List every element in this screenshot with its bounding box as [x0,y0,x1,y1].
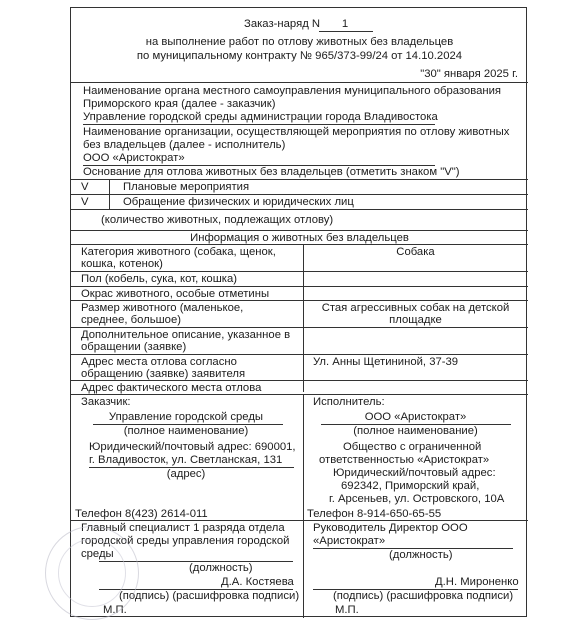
executor-sign-title: Исполнитель: [313,396,385,408]
order-subtitle: на выполнение работ по отлову животных без владельцев [145,36,454,48]
executor-signer-caption: (подпись) (расшифровка подписи) [333,590,514,602]
executor-address-cont: г. Арсеньев, ул. Островского, 10А [329,493,505,505]
executor-label-cont: без владельцев (далее - исполнитель) [83,139,286,151]
basis-mark-appeal: V [81,196,89,208]
row-extra-label: Дополнительное описание, указанное в [81,329,291,341]
row-address-label-cont: обращению (заявке) заявителя [81,368,246,380]
customer-full-name: Управление городской среды [108,411,264,423]
row-address-value: Ул. Анны Щетининой, 37-39 [313,356,459,368]
row-size-label: Размер животного (маленькое, [81,302,244,314]
row-sex-label: Пол (кобель, сука, кот, кошка) [81,273,238,285]
work-order-document [70,7,527,617]
customer-address-caption: (адрес) [166,468,206,480]
executor-stamp-place: М.П. [335,604,359,616]
customer-position-cont2: среды [81,548,114,560]
customer-sign-title: Заказчик: [81,396,131,408]
customer-value: Управление городской среды администрации города Владивостока [83,111,438,123]
row-category-label-cont: кошка, котенок) [81,258,163,270]
order-number: 1 [341,18,349,30]
customer-label: Наименование органа местного самоуправления муниципального образования [83,85,502,97]
row-actual-address-label: Адрес фактического места отлова [81,382,262,394]
customer-address: Юридический/почтовый адрес: 690001, [89,441,296,453]
executor-label: Наименование организации, осуществляющей мероприятия по отлову животных [83,126,510,138]
order-title: Заказ-наряд N [244,18,321,30]
basis-mark-planned: V [81,181,89,193]
order-date: "30" января 2025 г. [420,68,518,80]
row-extra-label-cont: обращении (заявке) [81,341,187,353]
customer-position: Главный специалист 1 разряда отдела [81,522,285,534]
executor-position-caption: (должность) [389,549,453,561]
customer-name-caption: (полное наименование) [123,425,249,437]
basis-option-appeal: Обращение физических и юридических лиц [123,196,354,208]
count-label: (количество животных, подлежащих отлову) [101,214,334,226]
customer-signer-caption: (подпись) (расшифровка подписи) [119,590,300,602]
executor-position-cont: «Аристократ» [313,535,386,547]
executor-full-name: ООО «Аристократ» [364,411,467,423]
row-category-label: Категория животного (собака, щенок, [81,246,276,258]
row-size-label-cont: среднее, большое) [81,314,182,326]
basis-option-planned: Плановые мероприятия [123,181,250,193]
customer-stamp-place: М.П. [103,604,127,616]
executor-org-full: Общество с ограниченной [343,441,482,453]
executor-name-caption: (полное наименование) [353,425,478,437]
row-color-label: Окрас животного, особые отметины [81,288,270,300]
contract-line: по муниципальному контракту № 965/373-99/24 от 14.10.2024 [136,50,463,62]
row-category-value: Собака [396,246,435,258]
info-heading: Информация о животных без владельцев [190,232,409,244]
executor-org-full-cont: ответственностью «Аристократ» [319,454,490,466]
row-size-value-cont: площадке [389,314,442,326]
executor-signer: Д.Н. Мироненко [435,576,519,588]
executor-address-label: Юридический/почтовый адрес: [333,467,496,479]
executor-address: 692342, Приморский край, [341,480,480,492]
basis-label: Основание для отлова животных без владельцев (отметить знаком "V") [83,166,460,178]
customer-signer: Д.А. Костяева [221,576,294,588]
customer-position-caption: (должность) [189,562,253,574]
customer-label-cont: Приморского края (далее - заказчик) [83,98,276,110]
row-size-value: Стая агрессивных собак на детской [321,302,510,314]
customer-address-cont: г. Владивосток, ул. Светланская, 131 [89,454,283,466]
executor-value: ООО «Аристократ» [83,152,185,164]
row-address-label: Адрес места отлова согласно [81,356,237,368]
customer-position-cont: городской среды управления городской [81,535,290,547]
stamp-seal-icon [45,526,139,620]
executor-position: Руководитель Директор ООО [313,522,468,534]
customer-phone: Телефон 8(423) 2614-011 [75,508,208,520]
executor-phone: Телефон 8-914-650-65-55 [307,508,442,520]
